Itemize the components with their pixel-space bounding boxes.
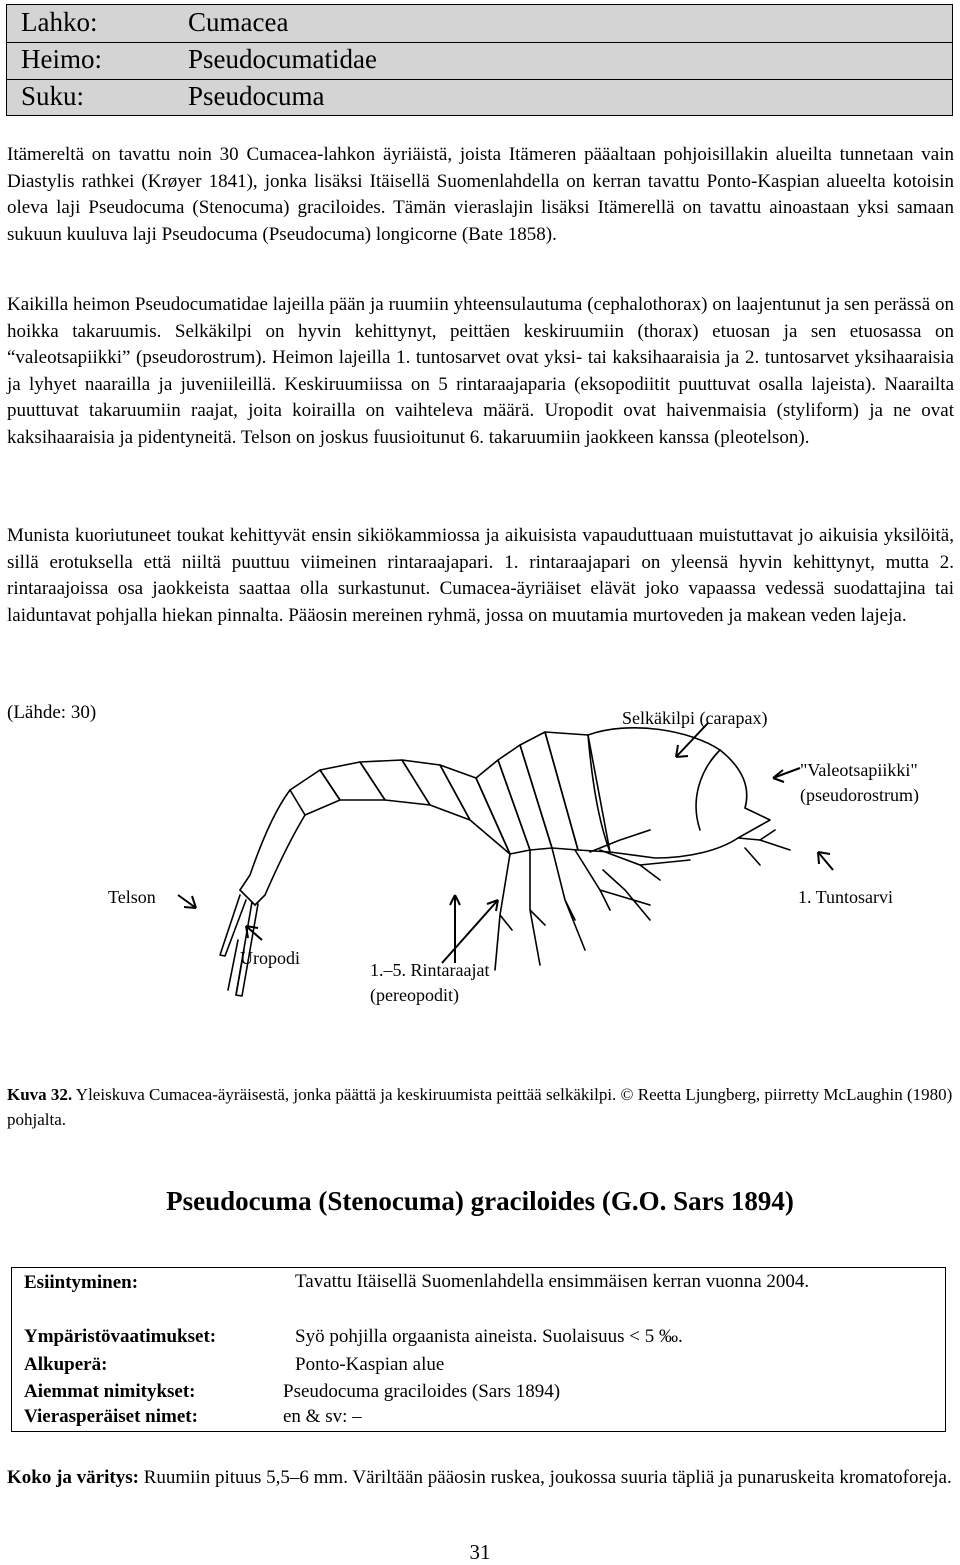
taxonomy-box [6, 4, 953, 116]
foreign-names-value: en & sv: – [283, 1406, 362, 1427]
caption-label: Kuva 32. [7, 1085, 73, 1104]
figure-source: (Lähde: 30) [7, 702, 97, 723]
label-pseudorostrum-1: "Valeotsapiikki" [800, 760, 918, 780]
origin-key: Alkuperä: [24, 1354, 108, 1375]
taxonomy-row-family [7, 42, 952, 80]
size-color-paragraph [7, 1465, 954, 1492]
label-antenna: 1. Tuntosarvi [798, 887, 894, 907]
occurrence-key: Esiintyminen: [24, 1272, 139, 1293]
former-names-key: Aiemmat nimitykset: [24, 1381, 196, 1402]
environment-value: Syö pohjilla orgaanista aineista. Suolaisuus < 5 ‰. [295, 1326, 683, 1347]
environment-key: Ympäristövaatimukset: [24, 1326, 217, 1347]
taxonomy-row-order [7, 5, 952, 43]
taxonomy-key: Heimo: [21, 44, 102, 74]
size-color-text: Ruumiin pituus 5,5–6 mm. Väriltään pääosin ruskea, joukossa suuria täpliä ja punaruskeita kromatoforeja. [138, 1467, 952, 1488]
development-paragraph: Munista kuoriutuneet toukat kehittyvät ensin sikiökammiossa ja aikuisista vapauduttuaan muistuttavat jo aikuisia yksilöitä, sillä erotuksella että niiltä puuttuu viimeinen rintaraajapari. 1. rintaraajapari on yleensä hyvin kehittynyt, mutta 2. rintaraajoissa osa jaokkeista saattaa olla surkastunut. Cumacea-äyriäiset elävät joko vapaassa vedessä suodattajina tai laiduntavat pohjalla hiekan pinnalta. Pääosin mereinen ryhmä, jossa on muutamia murtoveden ja makean veden lajeja. [7, 525, 954, 626]
taxonomy-value: Pseudocuma [188, 81, 325, 111]
label-telson: Telson [108, 887, 156, 907]
origin-value: Ponto-Kaspian alue [295, 1354, 445, 1375]
former-names-value: Pseudocuma graciloides (Sars 1894) [283, 1381, 561, 1402]
taxonomy-value: Pseudocumatidae [188, 44, 377, 74]
taxonomy-key: Lahko: [21, 7, 98, 37]
occurrence-value: Tavattu Itäisellä Suomenlahdella ensimmäisen kerran vuonna 2004. [295, 1271, 810, 1292]
page-number: 31 [469, 1540, 491, 1564]
taxonomy-value: Cumacea [188, 7, 289, 37]
label-pereopods-1: 1.–5. Rintaraajat [370, 960, 490, 980]
cumacea-illustration [0, 690, 960, 1070]
size-color-label: Koko ja väritys: [7, 1467, 139, 1488]
label-pereopods-2: (pereopodit) [370, 985, 459, 1005]
family-description-paragraph: Kaikilla heimon Pseudocumatidae lajeilla pään ja ruumiin yhteensulautuma (cephalothorax) on laajentunut ja sen perässä on hoikka takaruumis. Selkäkilpi on hyvin kehittynyt, peittäen keskiruumiin (thorax) etuosan ja sen etuosassa on “valeotsapiikki” (pseudorostrum). Heimon lajeilla 1. tuntosarvet ovat yksi- tai kaksihaaraisia ja 2. tuntosarvet yksihaaraisia ja lyhyet naarailla ja juveniileillä. Keskiruumiissa on 5 rintaraajaparia (eksopodiitit puuttuvat osalla lajeista). Naarailta puuttuvat takaruumiin raajat, joita koirailla on vaihteleva määrä. Uropodit ovat haivenmaisia (styliform) ja ne ovat kaksihaaraisia ja pidentyneitä. Telson on joskus fuusioitunut 6. takaruumiin jaokkeen kanssa (pleotelson). [7, 294, 954, 448]
label-uropod: Uropodi [240, 948, 300, 968]
label-carapace: Selkäkilpi (carapax) [622, 708, 768, 728]
species-title: Pseudocuma (Stenocuma) graciloides (G.O. Sars 1894) [166, 1186, 794, 1216]
label-pseudorostrum-2: (pseudorostrum) [800, 785, 919, 805]
taxonomy-key: Suku: [21, 81, 85, 111]
taxonomy-row-genus [7, 79, 952, 116]
foreign-names-key: Vierasperäiset nimet: [24, 1406, 198, 1427]
figure-caption [7, 1082, 957, 1132]
caption-text: Yleiskuva Cumacea-äyräisestä, jonka päättä ja keskiruumista peittää selkäkilpi. © Reetta Ljungberg, piirretty McLaughin (1980) pohjalta. [7, 1085, 953, 1129]
intro-paragraph: Itämereltä on tavattu noin 30 Cumacea-lahkon äyriäistä, joista Itämeren pääaltaan pohjoisillakin alueilta tunnetaan vain Diastylis rathkei (Krøyer 1841), jonka lisäksi Itäisellä Suomenlahdella on kerran tavattu Ponto-Kaspian alueelta kotoisin oleva laji Pseudocuma (Stenocuma) graciloides. Tämän vieraslajin lisäksi Itämerellä on tavattu ainoastaan yksi samaan sukuun kuuluva laji Pseudocuma (Pseudocuma) longicorne (Bate 1858). [7, 144, 954, 245]
species-info-box [11, 1267, 946, 1432]
